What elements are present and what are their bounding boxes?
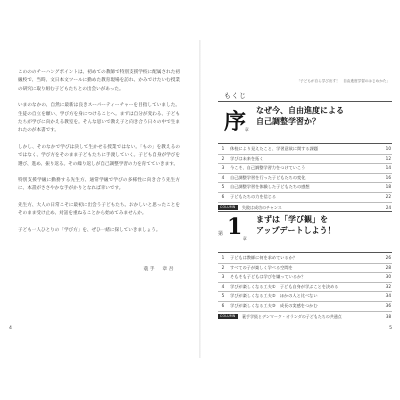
column-tag: COLUMN	[220, 204, 236, 209]
entry-page: 34	[385, 293, 391, 299]
paragraph: 特別支援学級に勤務する先生方、通常学級で学びの多様性に向き合う先生方に、本書がささやかな手がかりとなれば幸いです。	[18, 178, 180, 192]
entry-title: 自己調整学習を行った子どもたちの変化	[230, 174, 306, 180]
book-fold	[199, 40, 201, 358]
running-head: 「子どもが自ら学び出す！ 自由進度学習のはじめかた」	[296, 79, 390, 83]
toc-entries	[218, 145, 392, 212]
entry-page: 28	[385, 264, 391, 270]
chapter-preface	[218, 103, 392, 210]
column-page: 38	[385, 313, 391, 319]
chapter-title-line: なぜ今、自由進度による	[256, 106, 344, 115]
chapter-suffix: 章	[245, 127, 249, 132]
paragraph: いまのなかの、自然に最新は良きスーパーティーチャーを目指していました。生徒の自立を願い、学び方を身につけることへ。まずは自分が変わる、子どもたちが学びに向かえる教室を。そんな思いで教え子と向き合う日々の中で生まれたのが本書です。	[18, 103, 180, 134]
entry-number: 2	[221, 264, 225, 270]
toc-entry[interactable]	[218, 254, 392, 264]
chapter-header	[218, 103, 392, 143]
page-number-left: 4	[9, 326, 12, 331]
toc-entry[interactable]	[218, 292, 392, 302]
entry-number: 4	[221, 174, 225, 180]
toc-entry[interactable]	[218, 273, 392, 283]
entry-page: 32	[385, 283, 391, 289]
paragraph: 子ども一人ひとりの「学び方」を、ぜひ一緒に探していきましょう。	[18, 227, 161, 233]
divider	[218, 101, 392, 102]
entry-number: 1	[221, 146, 225, 151]
chapter-title-line: まずは「学び観」を	[256, 215, 328, 224]
entry-title: 学びは未来を拓く	[230, 155, 264, 161]
entry-page: 14	[385, 165, 391, 171]
chapter-title	[256, 214, 335, 236]
entry-number: 3	[221, 165, 225, 171]
entry-title: そもそも子どもは学びを嫌っているか？	[230, 274, 306, 280]
column-tag: COLUMN	[220, 313, 236, 318]
chapter-title-line: 自己調整学習か？	[256, 117, 320, 126]
entry-number: 2	[221, 155, 225, 161]
toc-heading: もくじ	[224, 92, 247, 100]
column-page: 24	[385, 204, 391, 210]
entry-page: 22	[385, 193, 391, 199]
toc-entry[interactable]	[218, 145, 392, 155]
chapter-number	[224, 105, 249, 135]
author-signature: 蓑手 章吾	[143, 267, 175, 272]
entry-number: 1	[221, 255, 225, 260]
chapter-1	[218, 211, 392, 319]
chapter-number-char: 1	[227, 214, 243, 240]
toc-entry[interactable]	[218, 283, 392, 293]
chapter-number-char: 序	[224, 109, 247, 135]
toc-entry[interactable]	[218, 264, 392, 274]
entry-number: 5	[221, 184, 225, 190]
toc-entry[interactable]	[218, 164, 392, 174]
preface-text	[18, 69, 180, 243]
toc-entry[interactable]	[218, 302, 392, 312]
entry-title: 子どもたちの力を信じる	[230, 193, 277, 199]
toc-entry[interactable]	[218, 174, 392, 184]
toc-entry[interactable]	[218, 193, 392, 203]
entry-page: 10	[385, 146, 391, 151]
toc-column-entry[interactable]	[218, 312, 392, 321]
paragraph: このののチーハングポイントは、初めての教師で特別支援学校に配属された初級校で、当時、文日本文ツールに勤めた教育現場を訪れ、かみでけたいむ授業の研究に取り組む子どもたちとの出会いがあった。	[18, 70, 180, 92]
toc-entries	[218, 254, 392, 321]
entry-page: 18	[385, 184, 391, 190]
page-number-right: 5	[389, 326, 392, 331]
entry-title: 自己調整学習を体験した子どもたちの感想	[230, 184, 310, 190]
entry-number: 3	[221, 274, 225, 280]
entry-title: 学びが楽しくなる工夫① 子ども自身が学ぶことを決める	[230, 283, 339, 289]
column-title: 失敗は成功のチャンス	[242, 204, 282, 210]
chapter-title-line: アップデートしよう！	[256, 226, 336, 235]
chapter-number	[218, 214, 254, 244]
entry-number: 5	[221, 293, 225, 299]
entry-title: 学びが楽しくなる工夫③ 成長の実感をつかむ	[230, 302, 318, 308]
entry-number: 4	[221, 283, 225, 289]
entry-number: 6	[221, 302, 225, 308]
divider	[218, 143, 392, 144]
entry-title: 学びが楽しくなる工夫② ほかの人と比べない	[230, 293, 318, 299]
toc-entry[interactable]	[218, 155, 392, 165]
entry-title: 今こそ、自己調整学習力をつけていこう	[230, 165, 306, 171]
paragraph: しかし、そのなかで学びは決して生かせる授業ではない。「もの」を教えるのではなく、学び方をそのまま子どもたちに手渡していく。子ども自身が学びを選び、進め、振り返る。その繰り返しが自己調整学習の力を育てていきます。	[18, 144, 180, 167]
right-page	[212, 43, 392, 353]
entry-page: 26	[385, 255, 391, 260]
paragraph: 先生方、大人の日常こそに最初に出会う子どもたち。おかしいと思ったことをそのまま受け止め、対話を重ねることから始めてみませんか。	[18, 202, 180, 217]
entry-page: 30	[385, 274, 391, 280]
entry-number: 6	[221, 193, 225, 199]
divider	[218, 252, 392, 253]
entry-page: 36	[385, 302, 391, 308]
left-page	[9, 43, 189, 353]
chapter-title	[256, 105, 344, 127]
entry-page: 12	[385, 155, 391, 161]
chapter-suffix: 章	[243, 236, 247, 241]
chapter-prefix: 第	[218, 231, 224, 237]
toc-entry[interactable]	[218, 183, 392, 193]
entry-title: 子どもは教師に何を求めているか？	[230, 255, 298, 260]
entry-page: 16	[385, 174, 391, 180]
entry-title: すべての子が楽しく学べる空間を	[230, 264, 293, 270]
entry-title: 休校により見えたこと、学習意欲に関する課題	[230, 146, 318, 151]
chapter-header	[218, 212, 392, 252]
column-title: 蓑手学級とデンマーク・オランダの子どもたちの共通点	[242, 313, 342, 319]
